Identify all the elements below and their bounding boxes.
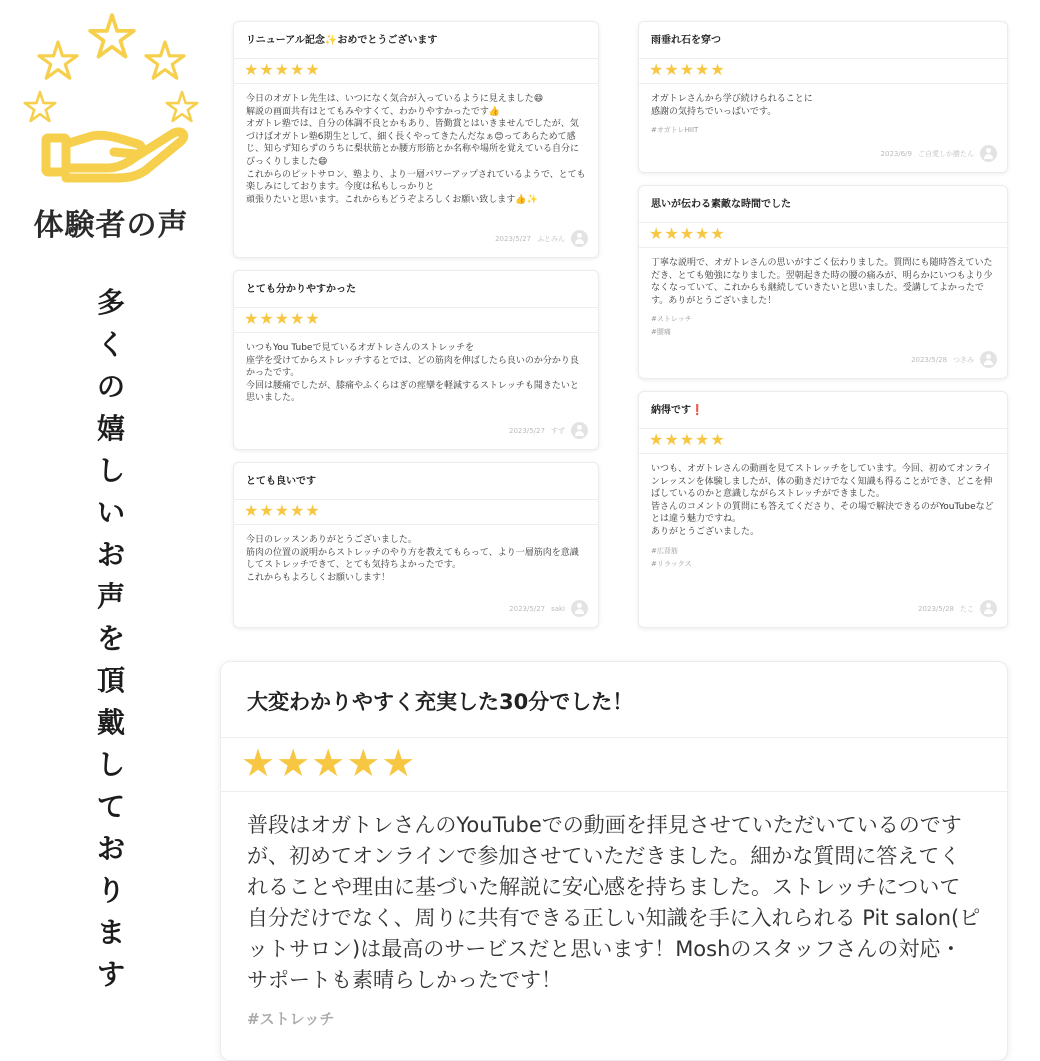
rating-stars: ★★★★★ bbox=[234, 59, 598, 84]
review-user: saki bbox=[551, 604, 565, 613]
open-hand-icon bbox=[46, 132, 184, 178]
review-tags bbox=[639, 307, 1007, 339]
review-body: いつもYou Tubeで見ているオガトレさんのストレッチを 座学を受けてからストレッチするとでは、どの筋肉を伸ばしたら良いのか分かり良かったです。 今回は腰痛でしたが、膝痛やふくらはぎの痙攣を軽減するストレッチも聞きたいと思いました。 bbox=[246, 343, 579, 404]
review-footer bbox=[509, 422, 588, 439]
review-user: つきみ bbox=[953, 355, 974, 364]
review-footer bbox=[911, 351, 997, 368]
review-body: 丁寧な説明で、オガトレさんの思いがすごく伝わりました。質問にも随時答えていただき、とても勉強になりました。翌朝起きた時の腰の痛みが、明らかにいつもより少なくなっていて、これからも継続していきたいと思いました。受講してよかったです。ありがとうございました！ bbox=[651, 258, 993, 306]
review-card bbox=[233, 21, 599, 258]
star-icon bbox=[39, 42, 77, 78]
avatar-icon bbox=[980, 600, 997, 617]
review-body: 今日のオガトレ先生は、いつになく気合が入っているように見えました😄 解説の画面共有はとてもみやすくて、わかりやすかったです👍 オガトレ塾では、自分の体調不良とかもあり、皆勤賞とはいきませんでしたが、気づけばオガトレ塾6期生として、細く長くやってきたんだなぁ😊ってあらためて感じ、知らず知らずのうちに梨状筋とか腰方形筋とか名称や場所を覚えている自分にびっくりしました😄 これからのピットサロン、塾より、より一層パワーアップされているようで、とても楽しみにしております。今度は私もしっかりと 頑張りたいと思います。これからもどうぞよろしくお願い致します👍✨ bbox=[246, 94, 586, 205]
review-date: 2023/6/9 bbox=[880, 149, 912, 158]
tag: #腰痛 bbox=[651, 328, 671, 337]
review-title: 納得です❗ bbox=[639, 392, 1007, 429]
rating-stars: ★★★★★ bbox=[639, 223, 1007, 248]
review-card bbox=[638, 21, 1008, 173]
review-card bbox=[233, 462, 599, 628]
star-icon bbox=[146, 42, 184, 78]
review-date: 2023/5/28 bbox=[918, 604, 954, 613]
review-user: たこ bbox=[960, 604, 974, 613]
review-footer bbox=[918, 600, 997, 617]
star-icon bbox=[167, 92, 197, 121]
review-title: とても分かりやすかった bbox=[234, 271, 598, 308]
tag: #リラックス bbox=[651, 559, 692, 568]
review-body: オガトレさんから学び続けられることに 感謝の気持ちでいっぱいです。 bbox=[651, 94, 813, 117]
review-card bbox=[233, 270, 599, 450]
section-title: 体験者の声 bbox=[33, 208, 189, 243]
review-tags bbox=[639, 539, 1007, 571]
featured-review-title: 大変わかりやすく充実した30分でした！ bbox=[221, 662, 1007, 738]
featured-review-card bbox=[220, 661, 1008, 1061]
review-title: リニューアル記念✨おめでとうございます bbox=[234, 22, 598, 59]
star-icon bbox=[25, 92, 55, 121]
avatar-icon bbox=[980, 351, 997, 368]
rating-stars: ★★★★★ bbox=[639, 59, 1007, 84]
review-title: とても良いです bbox=[234, 463, 598, 500]
featured-review-tag: #ストレッチ bbox=[247, 1010, 335, 1028]
review-user: ご自愛しか勝たん bbox=[918, 149, 974, 158]
tag: #ストレッチ bbox=[651, 315, 692, 324]
review-footer bbox=[495, 230, 588, 247]
sidebar bbox=[0, 0, 222, 1040]
review-user: すず bbox=[550, 426, 565, 435]
review-date: 2023/5/27 bbox=[509, 426, 545, 435]
avatar-icon bbox=[571, 230, 588, 247]
avatar-icon bbox=[571, 422, 588, 439]
star-icon bbox=[90, 15, 134, 57]
review-footer bbox=[881, 145, 997, 162]
review-body: いつも、オガトレさんの動画を見てストレッチをしています。今回、初めてオンラインレッスンを体験しましたが、体の動きだけでなく知識も得ることができ、どこを伸ばしているのかと意識しながらストレッチができました。 皆さんのコメントの質問にも答えてくださり、その場で解決できるのがYouTubeなどとは違う魅力ですね。 ありがとうございました。 bbox=[651, 464, 994, 537]
tag: #オガトレHIIT bbox=[651, 126, 699, 135]
review-card bbox=[638, 391, 1008, 628]
rating-stars: ★★★★★ bbox=[639, 429, 1007, 454]
review-title: 雨垂れ石を穿つ bbox=[639, 22, 1007, 59]
review-tags bbox=[639, 118, 1007, 137]
stars-hand-icon bbox=[22, 10, 202, 185]
tag: #広背筋 bbox=[651, 546, 678, 555]
review-user: ふとみん bbox=[537, 234, 565, 243]
review-date: 2023/5/27 bbox=[509, 604, 546, 613]
review-card bbox=[638, 185, 1008, 379]
review-title: 思いが伝わる素敵な時間でした bbox=[639, 186, 1007, 223]
rating-stars: ★★★★★ bbox=[234, 308, 598, 333]
avatar-icon bbox=[980, 145, 997, 162]
featured-review-body: 普段はオガトレさんのYouTubeでの動画を拝見させていただいているのですが、初めてオンラインで参加させていただきました。細かな質問に答えてくれることや理由に基づいた解説に安心感を持ちました。ストレッチについて自分だけでなく、周りに共有できる正しい知識を手に入れられる Pit salon(ピットサロン)は最高のサービスだと思います！Moshのスタッフさんの対応・サポートも素晴らしかったです！ bbox=[247, 813, 981, 992]
review-body: 今日のレッスンありがとうございました。 筋肉の位置の説明からストレッチのやり方を教えてもらって、より一層筋肉を意識してストレッチできて、とても気持ちよかったです。 これからもよろしくお願いします！ bbox=[246, 535, 579, 583]
avatar-icon bbox=[571, 600, 588, 617]
vertical-tagline: 多くの嬉しいお声を頂戴しております bbox=[96, 286, 125, 991]
rating-stars: ★★★★★ bbox=[234, 500, 598, 525]
featured-rating-stars: ★★★★★ bbox=[221, 738, 1007, 792]
review-date: 2023/5/28 bbox=[911, 355, 947, 364]
review-date: 2023/5/27 bbox=[495, 234, 531, 243]
review-footer bbox=[509, 600, 588, 617]
